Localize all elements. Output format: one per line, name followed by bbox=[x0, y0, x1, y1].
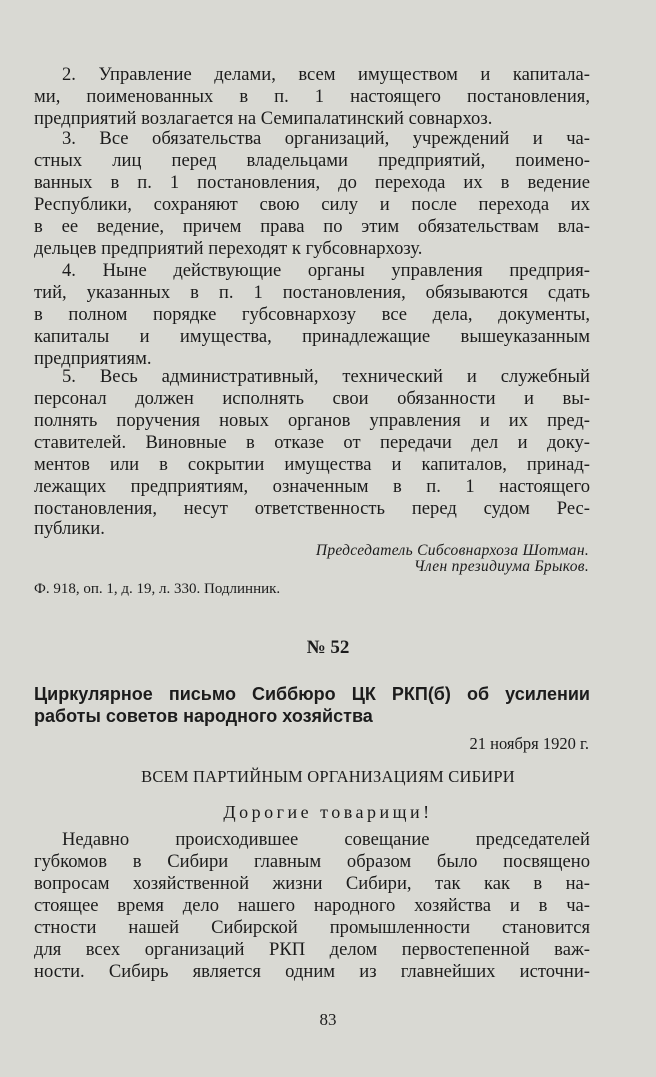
text-line: персонал должен исполнять свои обязанности и вы- bbox=[34, 388, 590, 409]
text-line: ментов или в сокрытии имущества и капиталов, принад- bbox=[34, 454, 590, 475]
text-line: 4. Ныне действующие органы управления предприя- bbox=[62, 260, 590, 281]
text-line: лежащих предприятиям, означенным в п. 1 настоящего bbox=[34, 476, 590, 497]
text-line: стоящее время дело нашего народного хозяйства и в ча- bbox=[34, 895, 590, 916]
signature-chairman: Председатель Сибсовнархоза Шотман. bbox=[315, 542, 589, 559]
text-line: губкомов в Сибири главным образом было посвящено bbox=[34, 851, 590, 872]
text-line: вопросам хозяйственной жизни Сибири, так как в на- bbox=[34, 873, 590, 894]
text-line: ванных в п. 1 постановления, до перехода их в ведение bbox=[34, 172, 590, 193]
document-date: 21 ноября 1920 г. bbox=[469, 734, 589, 753]
text-line: постановления, несут ответственность перед судом Рес- bbox=[34, 498, 590, 519]
text-line: Республики, сохраняют свою силу и после перехода их bbox=[34, 194, 590, 215]
text-line: предприятиям. bbox=[34, 348, 152, 369]
text-line: Недавно происходившее совещание председателей bbox=[62, 829, 590, 850]
text-line: в ее ведение, причем права по этим обязательствам вла- bbox=[34, 216, 590, 237]
text-line: стных лиц перед владельцами предприятий, поимено- bbox=[34, 150, 590, 171]
archive-reference: Ф. 918, оп. 1, д. 19, л. 330. Подлинник. bbox=[34, 581, 281, 597]
text-line: публики. bbox=[34, 518, 105, 539]
addressee: ВСЕМ ПАРТИЙНЫМ ОРГАНИЗАЦИЯМ СИБИРИ bbox=[141, 767, 515, 786]
text-line: в полном порядке губсовнархозу все дела, документы, bbox=[34, 304, 590, 325]
text-line: предприятий возлагается на Семипалатинский совнархоз. bbox=[34, 108, 493, 129]
text-line: ставителей. Виновные в отказе от передачи дел и доку- bbox=[34, 432, 590, 453]
text-line: полнять поручения новых органов управления и их пред- bbox=[34, 410, 590, 431]
text-line: ности. Сибирь является одним из главнейших источни- bbox=[34, 961, 590, 982]
page-number: 83 bbox=[319, 1010, 337, 1029]
text-line: 5. Весь административный, технический и служебный bbox=[62, 366, 590, 387]
title-line: Циркулярное письмо Сиббюро ЦК РКП(б) об усилении bbox=[34, 684, 590, 704]
text-line: для всех организаций РКП делом первостепенной важ- bbox=[34, 939, 590, 960]
document-number: № 52 bbox=[306, 637, 350, 658]
title-line: работы советов народного хозяйства bbox=[34, 706, 373, 726]
greeting: Дорогие товарищи! bbox=[223, 802, 433, 822]
signature-member: Член президиума Брыков. bbox=[413, 558, 589, 575]
text-line: стности нашей Сибирской промышленности становится bbox=[34, 917, 590, 938]
text-line: ми, поименованных в п. 1 настоящего постановления, bbox=[34, 86, 590, 107]
text-line: тий, указанных в п. 1 постановления, обязываются сдать bbox=[34, 282, 590, 303]
text-line: 2. Управление делами, всем имуществом и капитала- bbox=[62, 64, 590, 85]
text-line: дельцев предприятий переходят к губсовнархозу. bbox=[34, 238, 423, 259]
text-line: 3. Все обязательства организаций, учреждений и ча- bbox=[62, 128, 590, 149]
text-line: капиталы и имущества, принадлежащие вышеуказанным bbox=[34, 326, 590, 347]
